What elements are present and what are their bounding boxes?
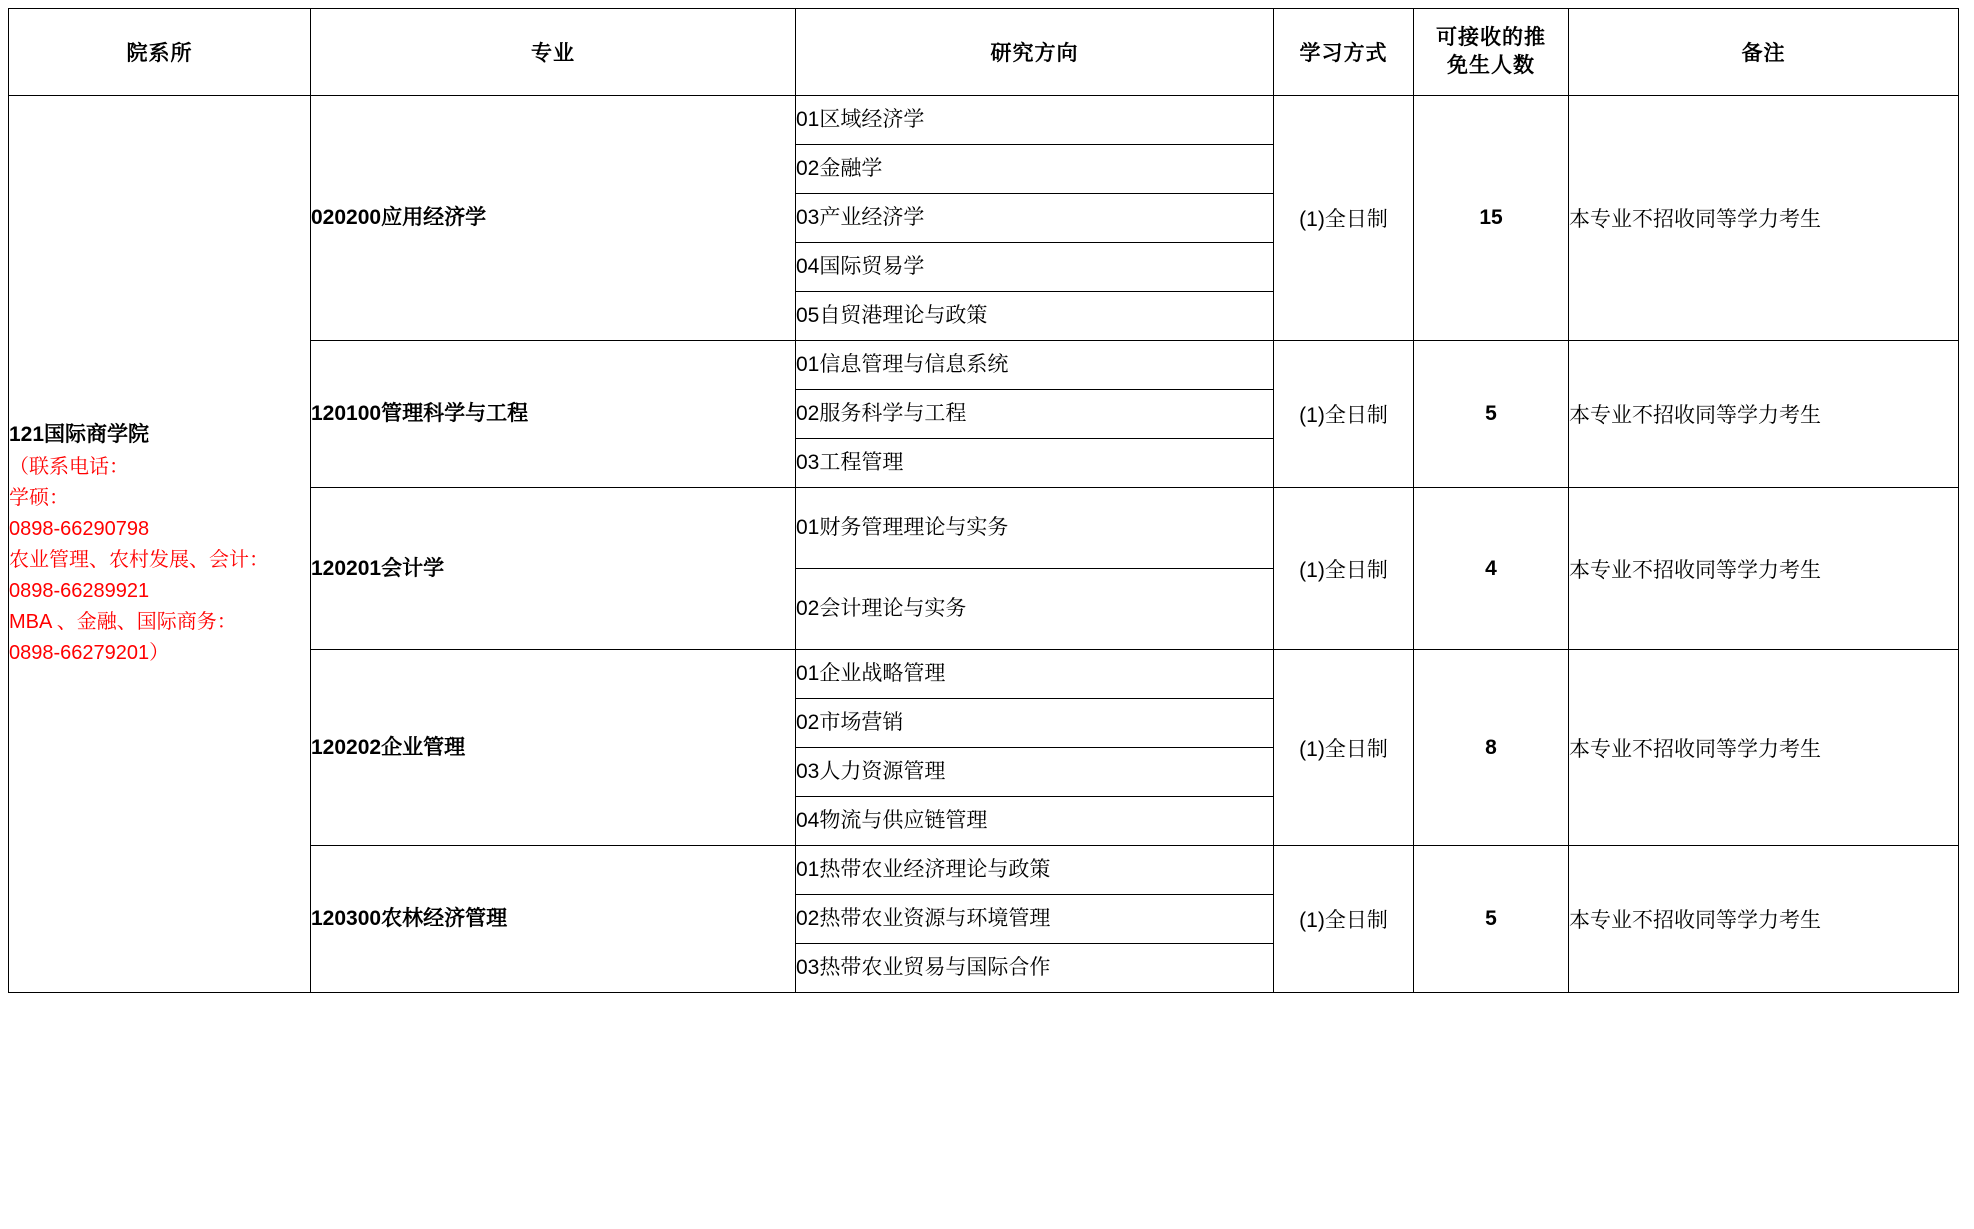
- quota-cell: 4: [1414, 488, 1569, 650]
- direction-cell: 01财务管理理论与实务: [796, 488, 1274, 569]
- quota-cell: 8: [1414, 650, 1569, 846]
- study-mode-cell: (1)全日制: [1274, 846, 1414, 993]
- major-cell: 020200应用经济学: [311, 96, 796, 341]
- study-mode-cell: (1)全日制: [1274, 650, 1414, 846]
- major-cell: 120201会计学: [311, 488, 796, 650]
- header-direction: 研究方向: [796, 9, 1274, 96]
- quota-cell: 15: [1414, 96, 1569, 341]
- major-cell: 120100管理科学与工程: [311, 341, 796, 488]
- remark-cell: 本专业不招收同等学力考生: [1569, 650, 1959, 846]
- contact-line-6: MBA 、金融、国际商务：: [9, 611, 237, 634]
- contact-line-5: 0898-66289921: [9, 580, 150, 603]
- contact-line-7: 0898-66279201）: [9, 642, 170, 665]
- department-cell: [9, 96, 311, 993]
- header-quota-line1: 可接收的推: [1436, 25, 1546, 49]
- contact-line-4: 农业管理、农村发展、会计：: [9, 549, 269, 572]
- direction-cell: 02金融学: [796, 145, 1274, 194]
- direction-cell: 01企业战略管理: [796, 650, 1274, 699]
- header-quota: [1414, 9, 1569, 96]
- study-mode-cell: (1)全日制: [1274, 488, 1414, 650]
- study-mode-cell: (1)全日制: [1274, 341, 1414, 488]
- direction-cell: 01热带农业经济理论与政策: [796, 846, 1274, 895]
- header-major: 专业: [311, 9, 796, 96]
- direction-cell: 02服务科学与工程: [796, 390, 1274, 439]
- major-cell: 120300农林经济管理: [311, 846, 796, 993]
- contact-line-3: 0898-66290798: [9, 518, 150, 541]
- quota-cell: 5: [1414, 341, 1569, 488]
- direction-cell: 01区域经济学: [796, 96, 1274, 145]
- header-study-mode: 学习方式: [1274, 9, 1414, 96]
- table-header-row: [9, 9, 1959, 96]
- remark-cell: 本专业不招收同等学力考生: [1569, 341, 1959, 488]
- header-remark: 备注: [1569, 9, 1959, 96]
- department-name: 121国际商学院: [9, 422, 150, 446]
- department-contact: [9, 452, 310, 669]
- direction-cell: 04物流与供应链管理: [796, 797, 1274, 846]
- remark-cell: 本专业不招收同等学力考生: [1569, 488, 1959, 650]
- direction-cell: 02会计理论与实务: [796, 569, 1274, 650]
- direction-cell: 03产业经济学: [796, 194, 1274, 243]
- major-cell: 120202企业管理: [311, 650, 796, 846]
- header-department: 院系所: [9, 9, 311, 96]
- direction-cell: 02市场营销: [796, 699, 1274, 748]
- header-quota-line2: 免生人数: [1447, 54, 1535, 77]
- contact-line-2: 学硕：: [9, 487, 69, 510]
- remark-cell: 本专业不招收同等学力考生: [1569, 846, 1959, 993]
- direction-cell: 05自贸港理论与政策: [796, 292, 1274, 341]
- direction-cell: 03热带农业贸易与国际合作: [796, 944, 1274, 993]
- direction-cell: 03人力资源管理: [796, 748, 1274, 797]
- admission-quota-table: [8, 8, 1959, 993]
- remark-cell: 本专业不招收同等学力考生: [1569, 96, 1959, 341]
- direction-cell: 02热带农业资源与环境管理: [796, 895, 1274, 944]
- contact-line-1: （联系电话：: [9, 456, 129, 479]
- direction-cell: 04国际贸易学: [796, 243, 1274, 292]
- quota-cell: 5: [1414, 846, 1569, 993]
- direction-cell: 03工程管理: [796, 439, 1274, 488]
- study-mode-cell: (1)全日制: [1274, 96, 1414, 341]
- direction-cell: 01信息管理与信息系统: [796, 341, 1274, 390]
- table-row: [9, 96, 1959, 145]
